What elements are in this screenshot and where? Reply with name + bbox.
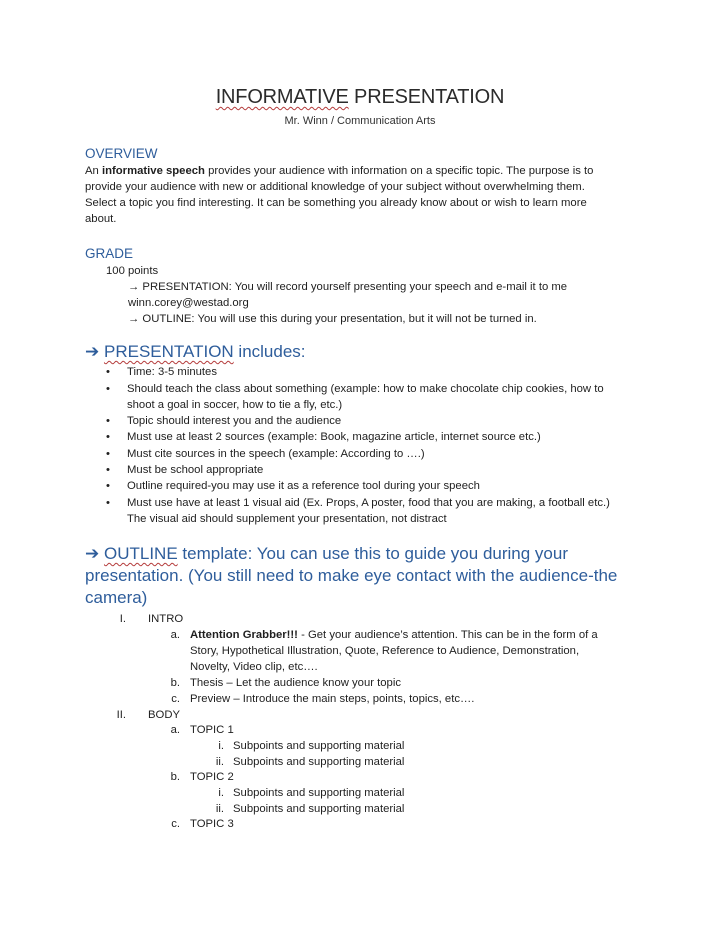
outline-intro-a <box>190 627 598 643</box>
bullet-icon: • <box>106 383 110 395</box>
outline-marker: i. <box>218 740 224 752</box>
page-subtitle: Mr. Winn / Communication Arts <box>284 115 436 127</box>
attention-grabber-label: Attention Grabber!!! <box>190 629 298 641</box>
outline-heading-line-3: camera) <box>85 588 148 607</box>
bullet-icon: • <box>106 448 110 460</box>
arrow-right-icon: ➔ <box>85 342 100 361</box>
title-word-informative: INFORMATIVE <box>215 86 349 108</box>
outline-topic-1: TOPIC 1 <box>190 724 234 736</box>
bullet-icon: • <box>106 415 110 427</box>
outline-marker: a. <box>170 629 180 641</box>
grade-item-presentation: → PRESENTATION: You will record yourself presenting your speech and e-mail it to me <box>128 281 568 293</box>
outline-marker: b. <box>170 677 180 689</box>
list-item: Must be school appropriate <box>127 464 264 476</box>
outline-subpoint: Subpoints and supporting material <box>233 803 405 815</box>
outline-heading <box>85 543 655 609</box>
outline-intro-b: Thesis – Let the audience know your topic <box>190 677 402 689</box>
outline-intro-a-line-3: Novelty, Video clip, etc…. <box>190 661 318 673</box>
overview-line-4: about. <box>85 213 117 225</box>
bullet-icon: • <box>106 366 110 378</box>
overview-text: An <box>85 165 102 177</box>
bullet-icon: • <box>106 431 110 443</box>
list-item-continued: shoot a goal in soccer, how to tie a fly, etc.) <box>127 399 343 411</box>
outline-topic-2: TOPIC 2 <box>190 771 234 783</box>
outline-marker: II. <box>116 709 126 721</box>
outline-marker: ii. <box>215 756 224 768</box>
bullet-icon: • <box>106 464 110 476</box>
grade-points: 100 points <box>106 265 159 277</box>
outline-heading-line-1 <box>85 543 655 565</box>
grade-email: winn.corey@westad.org <box>128 297 249 309</box>
presentation-heading <box>85 342 306 362</box>
title-word-presentation: PRESENTATION <box>348 86 505 108</box>
list-item: Should teach the class about something (example: how to make chocolate chip cookies, how to <box>127 383 604 395</box>
presentation-heading-rest: includes: <box>233 342 306 361</box>
arrow-right-icon: ➔ <box>85 544 100 563</box>
outline-marker: c. <box>171 693 180 705</box>
outline-subpoint: Subpoints and supporting material <box>233 787 405 799</box>
overview-bold-term: informative speech <box>101 165 205 177</box>
outline-text: - Get your audience’s attention. This can be in the form of a <box>297 629 598 641</box>
outline-marker: c. <box>171 818 180 830</box>
list-item: Topic should interest you and the audience <box>127 415 342 427</box>
outline-subpoint: Subpoints and supporting material <box>233 740 405 752</box>
presentation-heading-word: PRESENTATION <box>103 342 234 361</box>
outline-intro-a-line-2: Story, Hypothetical Illustration, Quote, Reference to Audience, Demonstration, <box>190 645 580 657</box>
overview-line-1 <box>85 163 593 179</box>
list-item: Must use at least 2 sources (example: Book, magazine article, internet source etc.) <box>127 431 541 443</box>
outline-intro: INTRO <box>148 613 184 625</box>
bullet-icon: • <box>106 480 110 492</box>
outline-marker: a. <box>170 724 180 736</box>
list-item-continued: The visual aid should supplement your presentation, not distract <box>127 513 447 525</box>
overview-text: provides your audience with information on a specific topic. The purpose is to <box>204 165 594 177</box>
overview-line-3: Select a topic you find interesting. It can be something you already know about or wish to learn more <box>85 197 587 209</box>
outline-heading-line-2: presentation. (You still need to make eye contact with the audience-the <box>85 566 618 585</box>
outline-intro-c: Preview – Introduce the main steps, points, topics, etc…. <box>190 693 475 705</box>
outline-marker: i. <box>218 787 224 799</box>
outline-marker: b. <box>170 771 180 783</box>
outline-heading-word: OUTLINE <box>103 544 178 563</box>
outline-marker: ii. <box>215 803 224 815</box>
outline-heading-text: template: You can use this to guide you during your <box>177 544 568 563</box>
list-item: Time: 3-5 minutes <box>127 366 217 378</box>
grade-item-outline: → OUTLINE: You will use this during your presentation, but it will not be turned in. <box>128 313 537 325</box>
overview-heading: OVERVIEW <box>85 146 158 161</box>
bullet-icon: • <box>106 497 110 509</box>
page-title <box>0 86 720 109</box>
outline-topic-3: TOPIC 3 <box>190 818 234 830</box>
grade-heading: GRADE <box>85 246 134 261</box>
outline-subpoint: Subpoints and supporting material <box>233 756 405 768</box>
list-item: Outline required-you may use it as a reference tool during your speech <box>127 480 480 492</box>
outline-marker: I. <box>119 613 126 625</box>
outline-body: BODY <box>148 709 181 721</box>
list-item: Must use have at least 1 visual aid (Ex. Props, A poster, food that you are making, a football etc.) <box>127 497 610 509</box>
list-item: Must cite sources in the speech (example: According to ….) <box>127 448 425 460</box>
overview-line-2: provide your audience with new or additional knowledge of your subject without overwhelming them. <box>85 181 585 193</box>
